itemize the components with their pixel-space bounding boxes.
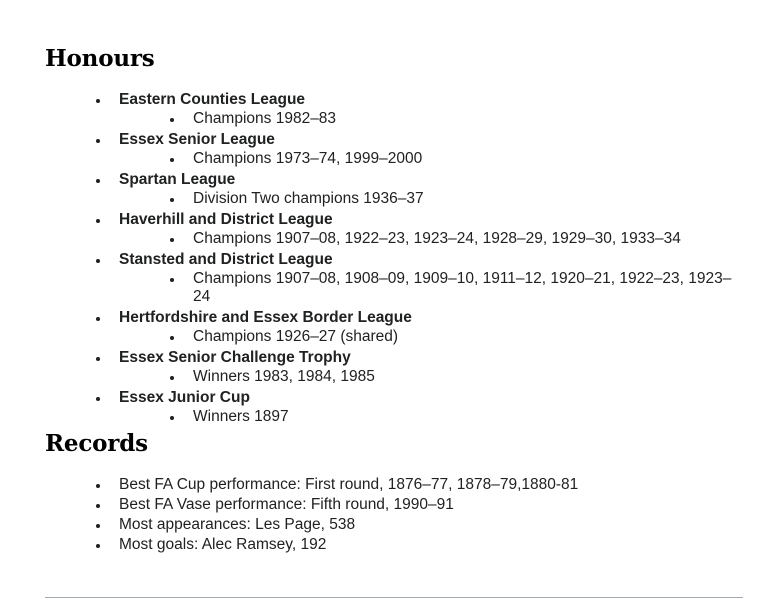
honours-item [45,348,743,386]
honours-item [45,388,743,426]
honours-item [45,170,743,208]
record-item: Most appearances: Les Page, 538 [45,515,743,535]
honours-item [45,308,743,346]
honours-item [45,130,743,168]
competition-name: Stansted and District League [119,251,333,268]
competition-name: Essex Senior League [119,131,275,148]
honours-detail: Winners 1983, 1984, 1985 [119,368,743,386]
honours-detail: Division Two champions 1936–37 [119,190,743,208]
honours-heading: Honours [45,45,155,72]
honours-detail: Champions 1907–08, 1922–23, 1923–24, 1928–29, 1929–30, 1933–34 [119,230,743,248]
honours-details-list [119,190,743,208]
records-heading: Records [45,430,148,457]
honours-details-list [119,368,743,386]
honours-item [45,210,743,248]
honours-detail: Champions 1982–83 [119,110,743,128]
honours-details-list [119,150,743,168]
competition-name: Essex Senior Challenge Trophy [119,349,351,366]
honours-details-list [119,230,743,248]
honours-list [45,90,743,428]
honours-details-list [119,270,743,306]
honours-item [45,250,743,306]
honours-item [45,90,743,128]
competition-name: Spartan League [119,171,236,188]
record-item: Best FA Vase performance: Fifth round, 1990–91 [45,495,743,515]
honours-detail: Winners 1897 [119,408,743,426]
records-list [45,475,743,555]
honours-details-list [119,408,743,426]
section-divider [45,597,743,598]
honours-details-list [119,328,743,346]
honours-details-list [119,110,743,128]
competition-name: Eastern Counties League [119,91,306,108]
competition-name: Hertfordshire and Essex Border League [119,309,412,326]
competition-name: Essex Junior Cup [119,389,250,406]
record-item: Most goals: Alec Ramsey, 192 [45,535,743,555]
honours-detail: Champions 1973–74, 1999–2000 [119,150,743,168]
honours-detail: Champions 1907–08, 1908–09, 1909–10, 1911–12, 1920–21, 1922–23, 1923–24 [119,270,743,306]
record-item: Best FA Cup performance: First round, 1876–77, 1878–79,1880-81 [45,475,743,495]
competition-name: Haverhill and District League [119,211,333,228]
honours-detail: Champions 1926–27 (shared) [119,328,743,346]
